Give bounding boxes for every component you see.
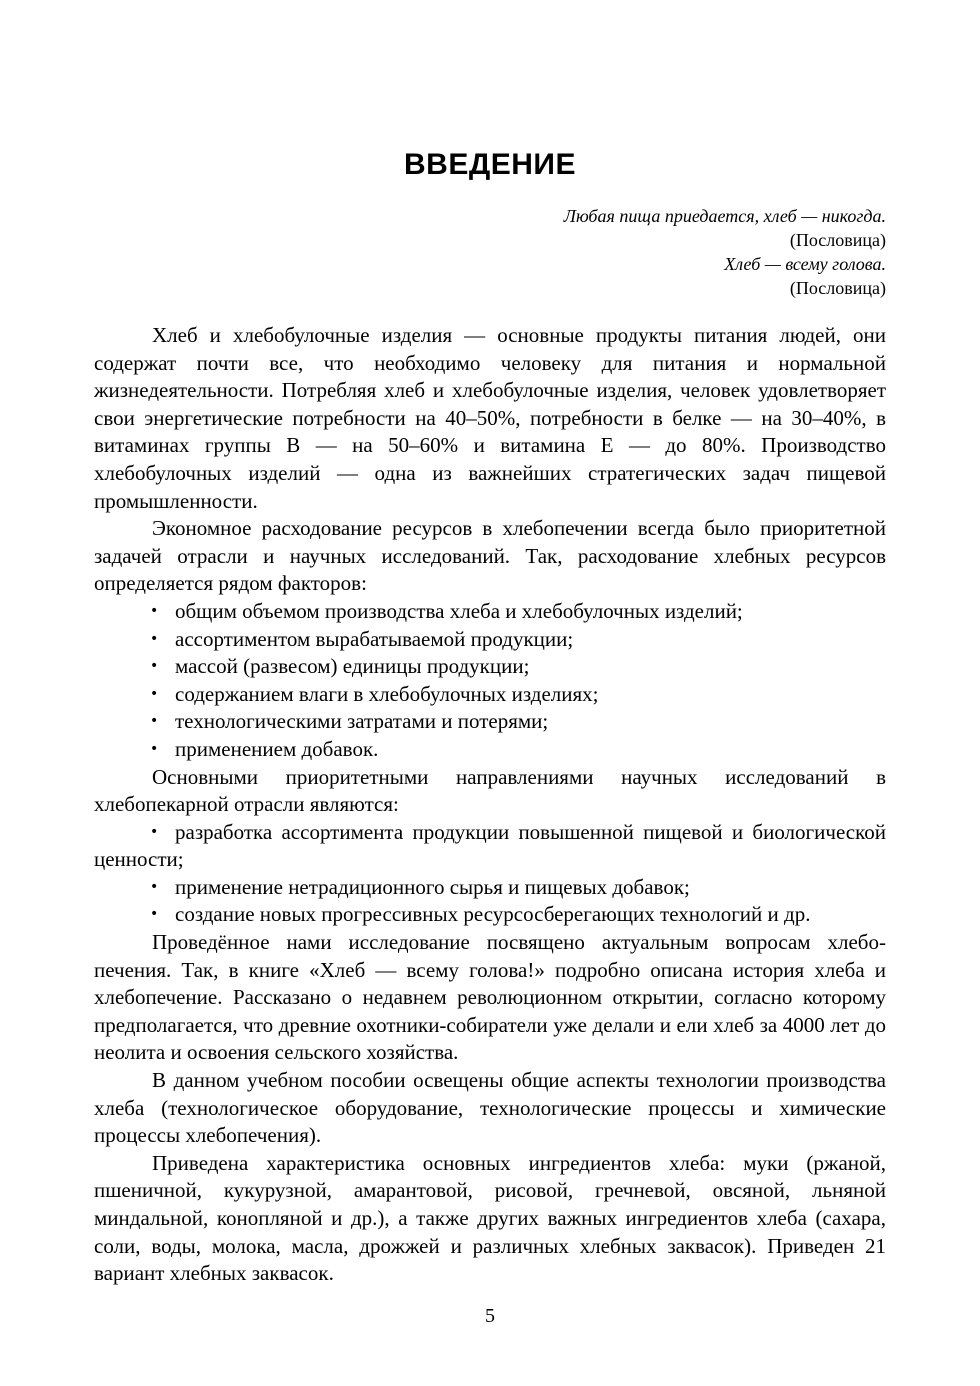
list-item-text: общим объемом производства хлеба и хлебобулочных изделий; (175, 598, 743, 623)
list-item-text: создание новых прогрессивных ресурсосберегающих технологий и др. (175, 902, 811, 927)
body-text (94, 322, 886, 1288)
paragraph: Приведена характеристика основных ингредиентов хлеба: муки (ржаной, пшеничной, кукурузной, амарантовой, рисовой, гречневой, овсяной, льняной миндальной, конопляной и др.), а также других важных ингредиентов хлеба (сахара, соли, воды, молока, масла, дрожжей и различных хлебных заквасок). Приведен 21 вариант хлебных заквасок. (94, 1150, 886, 1286)
epigraph-block (564, 204, 886, 300)
bullet-icon: • (150, 602, 159, 619)
bullet-icon: • (150, 685, 159, 702)
epigraph-quote: Хлеб — всему голова. (724, 254, 886, 274)
list-item-text: применением добавок. (175, 736, 379, 761)
list-item (94, 681, 886, 709)
bullet-icon: • (150, 906, 159, 923)
paragraph: Проведённое нами исследование посвящено актуальным вопросам хлебопечения. Так, в книге «Хлеб — всему голова!» подробно описана история хлеба и хлебопечение. Рассказано о недавнем революционном открытии, согласно которому предполагается, что древние охотники-собиратели уже делали и ели хлеб за 4000 лет до неолита и освоения сельского хозяйства. (94, 930, 886, 1065)
bullet-icon: • (150, 630, 159, 647)
bullet-icon: • (150, 713, 159, 730)
bullet-icon: • (150, 740, 159, 757)
list-item-text: применение нетрадиционного сырья и пищевых добавок; (175, 874, 690, 899)
list-item (94, 901, 886, 929)
chapter-title: ВВЕДЕНИЕ (404, 148, 576, 181)
epigraph-quote: Любая пища приедается, хлеб — никогда. (563, 206, 886, 226)
paragraph: Экономное расходование ресурсов в хлебопечении всегда было приоритетной задачей отрасли и научных исследований. Так, расходование хлебных ресурсов определяется рядом факторов: (94, 516, 886, 596)
directions-list (94, 819, 886, 929)
bullet-icon: • (150, 658, 159, 675)
epigraph-source: (Пословица) (789, 230, 886, 250)
list-item-text: разработка ассортимента продукции повышенной пищевой и биологической ценности; (94, 819, 886, 872)
list-item-text: массой (развесом) единицы продукции; (175, 654, 530, 679)
list-item (94, 626, 886, 654)
list-item (94, 874, 886, 902)
list-item (94, 653, 886, 681)
paragraph: Хлеб и хлебобулочные изделия — основные продукты питания людей, они содержат почти все, что необходимо человеку для питания и нормальной жизнедеятельности. Потребляя хлеб и хлебобулочные изделия, человек удовлетворяет свои энергетические потребности на 40–50%, потребности в белке — на 30–40%, в витаминах группы В — на 50–60% и витамина Е — до 80%. Производство хлебобулочных изделий — одна из важнейших стратегических задач пищевой промышленности. (94, 323, 886, 513)
list-item-text: ассортиментом вырабатываемой продукции; (175, 626, 574, 651)
list-item-text: содержанием влаги в хлебобулочных изделиях; (175, 681, 599, 706)
bullet-icon: • (150, 878, 159, 895)
page-number: 5 (485, 1305, 495, 1327)
list-item (94, 708, 886, 736)
paragraph: В данном учебном пособии освещены общие аспекты технологии производства хлеба (технологическое оборудование, технологические процессы и химические процессы хлебопечения). (94, 1068, 886, 1148)
list-item-text: технологическими затратами и потерями; (175, 709, 549, 734)
epigraph-source: (Пословица) (789, 278, 886, 298)
factors-list (94, 598, 886, 764)
paragraph: Основными приоритетными направлениями научных исследований в хлебопекарной отрасли являются: (94, 764, 886, 817)
bullet-icon: • (150, 823, 159, 840)
list-item (94, 598, 886, 626)
list-item (94, 819, 886, 874)
list-item (94, 736, 886, 764)
